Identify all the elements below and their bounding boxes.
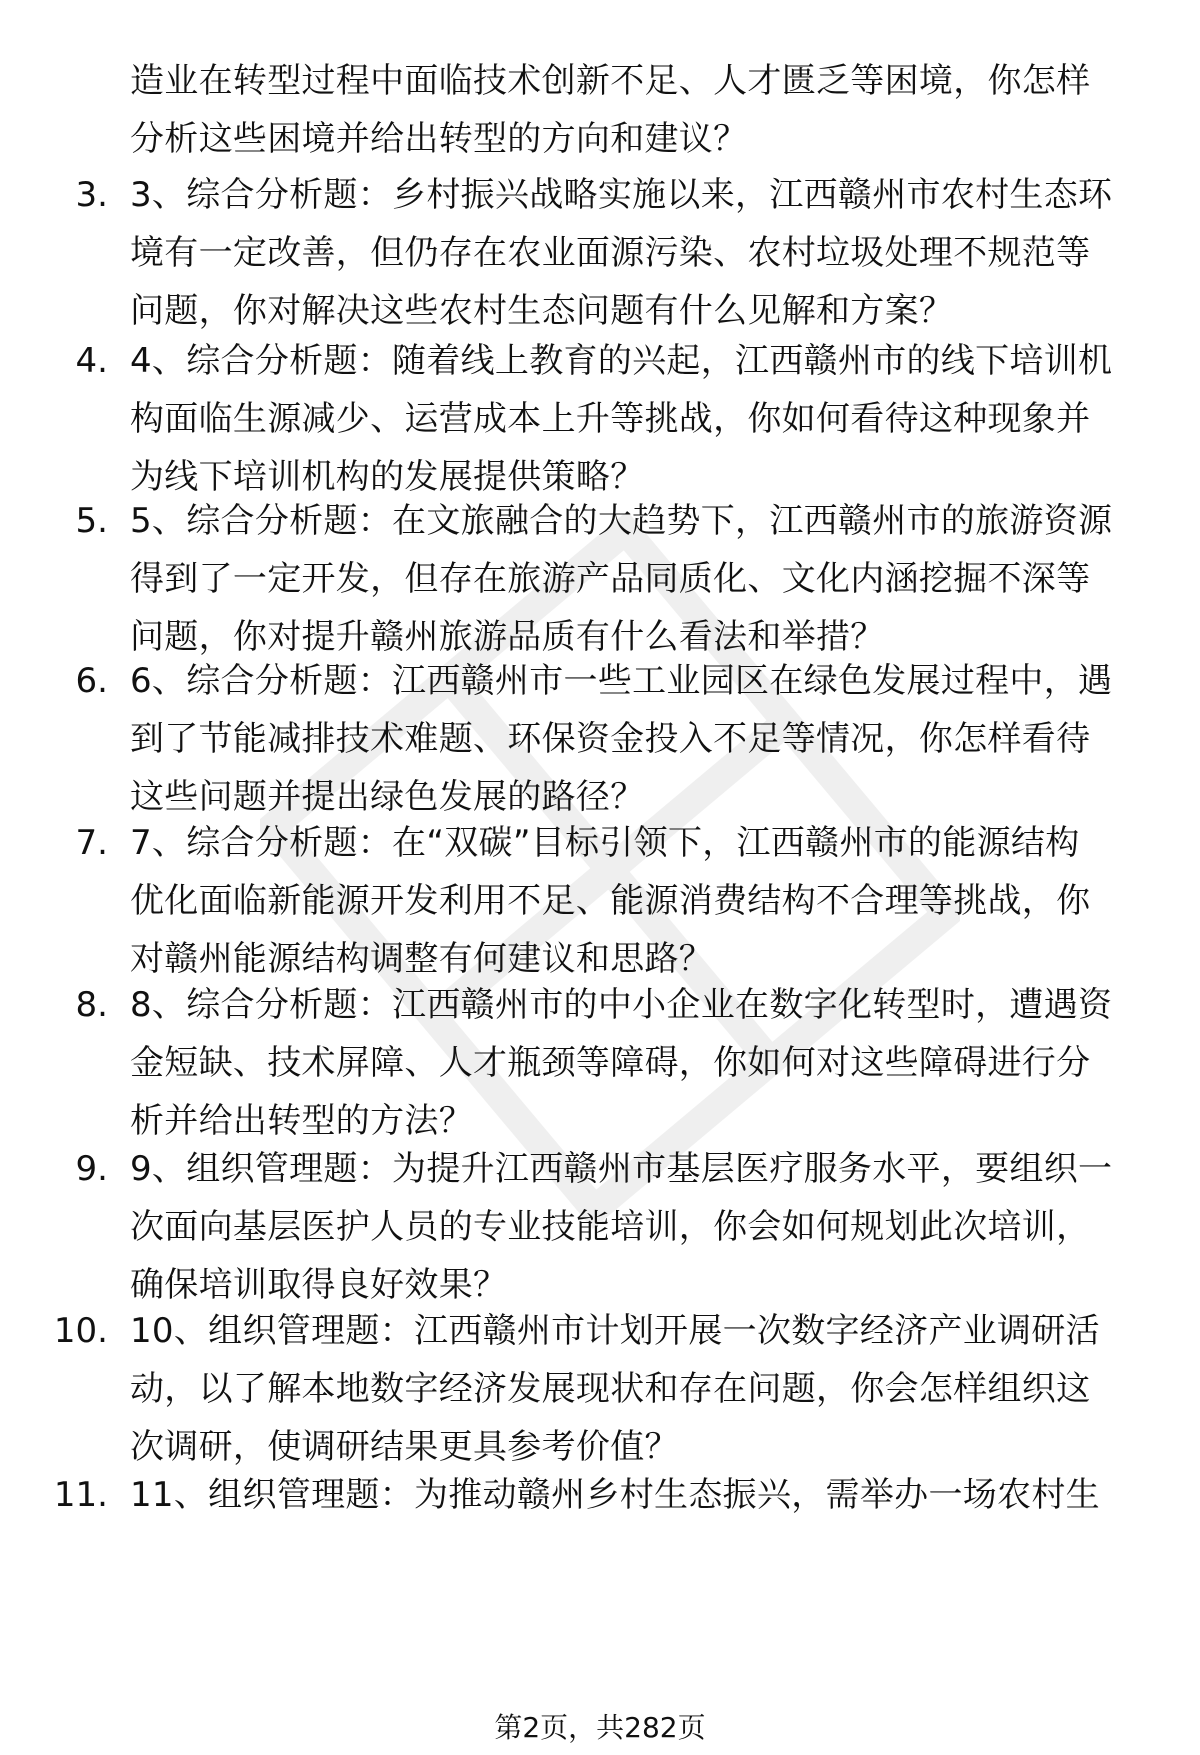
item-number: 3. bbox=[75, 175, 108, 215]
item-number: 7. bbox=[75, 823, 108, 863]
text-line: 次面向基层医护人员的专业技能培训，你会如何规划此次培训， bbox=[130, 1207, 1091, 1247]
item-number: 11. bbox=[53, 1475, 108, 1515]
text-line: 确保培训取得良好效果？ bbox=[130, 1265, 508, 1305]
item-number: 9. bbox=[75, 1149, 108, 1189]
text-line: 问题，你对解决这些农村生态问题有什么见解和方案？ bbox=[130, 291, 954, 331]
text-line: 3、综合分析题：乡村振兴战略实施以来，江西赣州市农村生态环 bbox=[130, 175, 1113, 215]
text-line: 得到了一定开发，但存在旅游产品同质化、文化内涵挖掘不深等 bbox=[130, 559, 1091, 599]
text-line: 7、综合分析题：在“双碳”目标引领下，江西赣州市的能源结构 bbox=[130, 823, 1080, 863]
item-number: 10. bbox=[53, 1311, 108, 1351]
page-number-footer: 第2页，共282页 bbox=[494, 1711, 706, 1744]
text-line: 次调研，使调研结果更具参考价值？ bbox=[130, 1427, 679, 1467]
item-number: 8. bbox=[75, 985, 108, 1025]
text-line: 优化面临新能源开发利用不足、能源消费结构不合理等挑战，你 bbox=[130, 881, 1091, 921]
text-line: 到了节能减排技术难题、环保资金投入不足等情况，你怎样看待 bbox=[130, 719, 1091, 759]
text-line: 问题，你对提升赣州旅游品质有什么看法和举措？ bbox=[130, 617, 885, 657]
text-line: 10、组织管理题：江西赣州市计划开展一次数字经济产业调研活 bbox=[130, 1311, 1100, 1351]
text-line: 9、组织管理题：为提升江西赣州市基层医疗服务水平，要组织一 bbox=[130, 1149, 1113, 1189]
text-line: 对赣州能源结构调整有何建议和思路？ bbox=[130, 939, 714, 979]
text-line: 8、综合分析题：江西赣州市的中小企业在数字化转型时，遭遇资 bbox=[130, 985, 1113, 1025]
item-number: 4. bbox=[75, 341, 108, 381]
text-line: 造业在转型过程中面临技术创新不足、人才匮乏等困境，你怎样 bbox=[130, 61, 1091, 101]
item-number: 5. bbox=[75, 501, 108, 541]
text-line: 为线下培训机构的发展提供策略？ bbox=[130, 457, 645, 497]
text-line: 4、综合分析题：随着线上教育的兴起，江西赣州市的线下培训机 bbox=[130, 341, 1113, 381]
text-line: 动，以了解本地数字经济发展现状和存在问题，你会怎样组织这 bbox=[130, 1369, 1091, 1409]
text-line: 11、组织管理题：为推动赣州乡村生态振兴，需举办一场农村生 bbox=[130, 1475, 1100, 1515]
text-line: 这些问题并提出绿色发展的路径？ bbox=[130, 777, 645, 817]
item-number: 6. bbox=[75, 661, 108, 701]
text-line: 6、综合分析题：江西赣州市一些工业园区在绿色发展过程中，遇 bbox=[130, 661, 1113, 701]
text-line: 5、综合分析题：在文旅融合的大趋势下，江西赣州市的旅游资源 bbox=[130, 501, 1113, 541]
text-line: 境有一定改善，但仍存在农业面源污染、农村垃圾处理不规范等 bbox=[130, 233, 1091, 273]
text-line: 分析这些困境并给出转型的方向和建议？ bbox=[130, 119, 748, 159]
text-line: 构面临生源减少、运营成本上升等挑战，你如何看待这种现象并 bbox=[130, 399, 1091, 439]
text-line: 析并给出转型的方法？ bbox=[130, 1101, 473, 1141]
text-line: 金短缺、技术屏障、人才瓶颈等障碍，你如何对这些障碍进行分 bbox=[130, 1043, 1091, 1083]
